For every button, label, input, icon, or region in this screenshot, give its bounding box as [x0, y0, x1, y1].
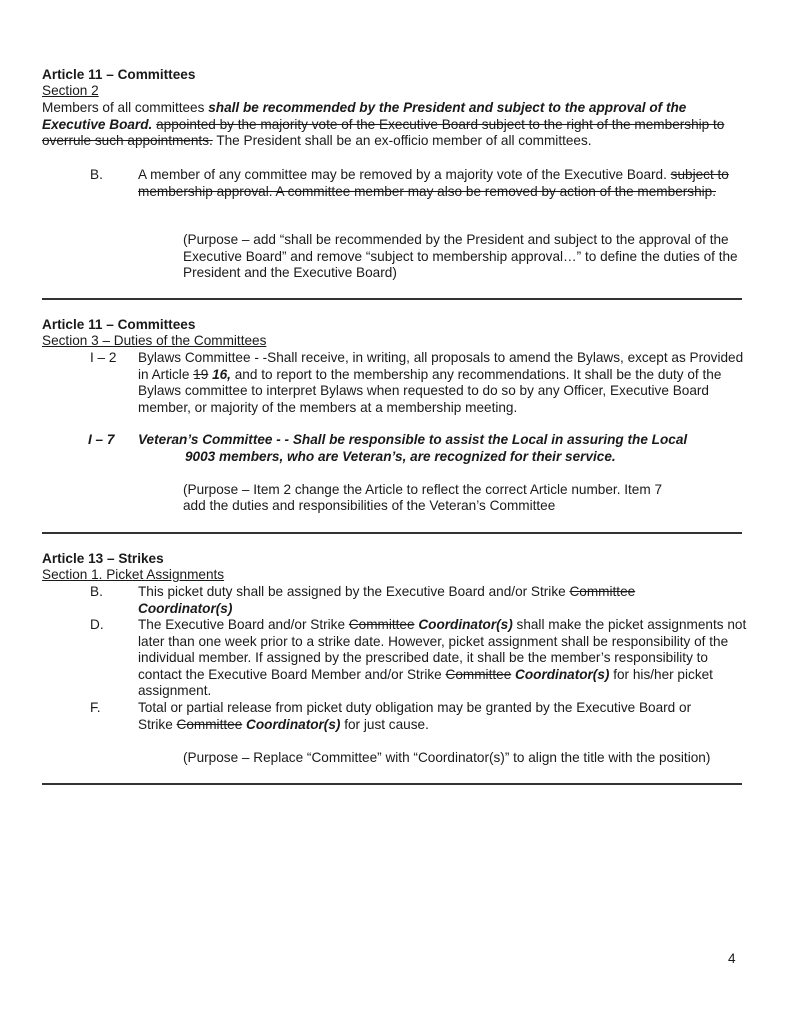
purpose-note: add the duties and responsibilities of the Veteran’s Committee	[183, 498, 556, 513]
item-text: A member of any committee may be removed by a majority vote of the Executive Board.	[138, 167, 667, 182]
section-subheading: Section 3 – Duties of the Committees	[42, 333, 267, 348]
inserted-text: Veteran’s Committee - - Shall be responsible to assist the Local in assuring the Local	[138, 432, 688, 447]
item-text: Total or partial release from picket duty obligation may be granted by the Executive Board or Strike	[138, 700, 692, 732]
item-label: B.	[90, 584, 103, 599]
inserted-text: Coordinator(s)	[246, 716, 341, 732]
purpose-note: (Purpose – add “shall be recommended by the President and subject to the approval of the Executive Board” and remove “subject to membership approval…” to define the duties of the President and the Executive Board)	[183, 232, 738, 281]
list-item	[138, 167, 746, 200]
inserted-text: shall be recommended by the President and subject to the approval of the Executive Board.	[42, 100, 687, 132]
section-subheading: Section 1. Picket Assignments	[42, 567, 225, 582]
purpose-note: (Purpose – Item 2 change the Article to reflect the correct Article number. Item 7	[183, 482, 663, 497]
inserted-text: Coordinator(s)	[515, 666, 610, 682]
inserted-text: 16,	[212, 366, 231, 382]
item-text: for his/her picket assignment.	[138, 666, 713, 699]
section-heading: Article 11 – Committees	[42, 67, 196, 82]
section-divider	[42, 532, 742, 534]
section-heading: Article 13 – Strikes	[42, 551, 164, 566]
section-subheading: Section 2	[42, 83, 99, 98]
inserted-text: 9003 members, who are Veteran’s, are recognized for their service.	[185, 449, 616, 464]
section-divider	[42, 783, 742, 785]
deleted-text: Committee	[348, 617, 415, 632]
deleted-text: 19	[193, 366, 209, 382]
item-text: This picket duty shall be assigned by the Executive Board and/or Strike	[138, 584, 566, 599]
deleted-text: Committee	[445, 666, 512, 682]
deleted-text: subject to membership approval. A committee member may also be removed by action of the membership.	[138, 167, 729, 199]
item-label: I – 7	[88, 432, 115, 447]
item-text: Bylaws Committee - -Shall receive, in writing, all proposals to amend the Bylaws, except as Provided in Article	[138, 350, 744, 382]
paragraph-text: The President shall be an ex-officio member of all committees.	[216, 133, 592, 149]
inserted-text: Coordinator(s)	[418, 617, 513, 632]
list-item	[138, 700, 718, 733]
paragraph	[42, 100, 750, 150]
item-label: I – 2	[90, 350, 117, 365]
page-number: 4	[728, 951, 736, 966]
deleted-text: appointed by the majority vote of the Executive Board subject to the right of the membership to overrule such appointments.	[42, 116, 725, 149]
item-label: D.	[90, 617, 104, 632]
list-item	[138, 584, 668, 617]
purpose-note: (Purpose – Replace “Committee” with “Coordinator(s)” to align the title with the position)	[183, 750, 711, 765]
list-item	[138, 617, 748, 700]
section-divider	[42, 298, 742, 300]
item-text: The Executive Board and/or Strike	[138, 617, 346, 632]
item-label: B.	[90, 167, 103, 182]
item-text: shall make the picket assignments not later than one week prior to a strike date. However, picket assignment shall be responsibility of the individual member. If assigned by the prescribed date, it shall be the member’s responsibility to contact the Executive Board Member and/or Strike	[138, 617, 747, 682]
item-label: F.	[90, 700, 101, 715]
deleted-text: Committee	[176, 716, 243, 732]
list-item	[138, 350, 744, 416]
item-text: for just cause.	[344, 716, 429, 732]
section-heading: Article 11 – Committees	[42, 317, 196, 332]
deleted-text: Committee	[569, 584, 636, 599]
item-text: and to report to the membership any recommendations. It shall be the duty of the Bylaws committee to interpret Bylaws when requested to do so by any Officer, Executive Board member, or majority of the members at a membership meeting.	[138, 366, 722, 415]
inserted-text: Coordinator(s)	[138, 600, 233, 616]
paragraph-text: Members of all committees	[42, 100, 205, 115]
